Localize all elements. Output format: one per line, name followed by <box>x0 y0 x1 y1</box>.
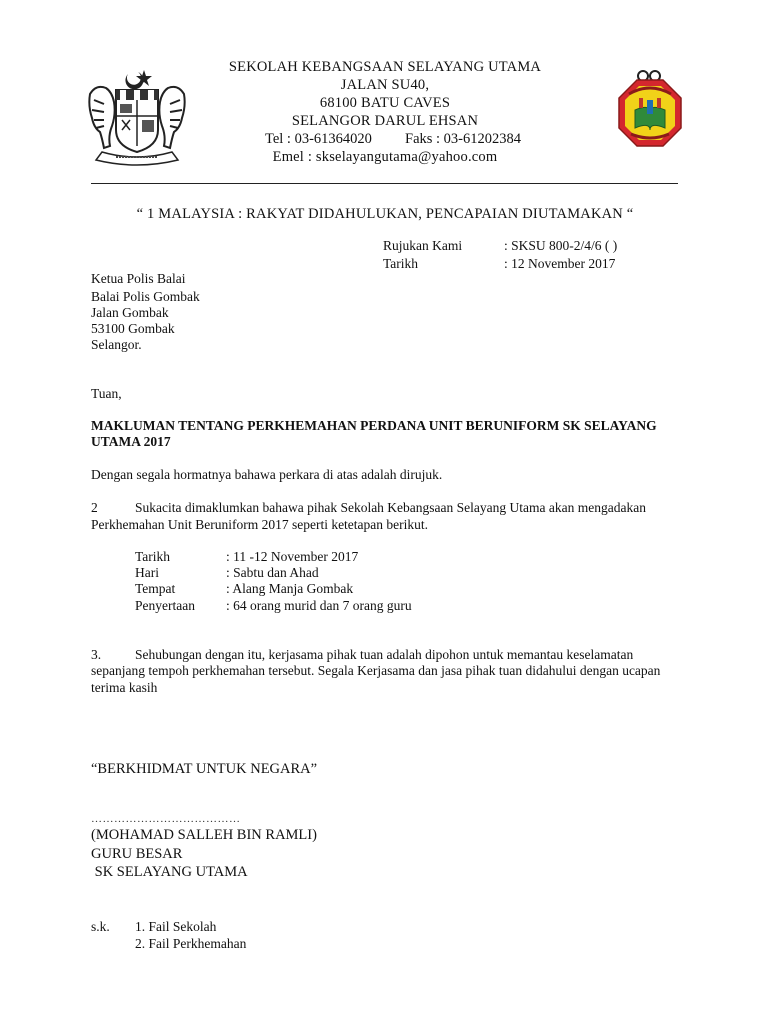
reference-value: : SKSU 800-2/4/6 ( ) <box>504 238 618 253</box>
subject-heading: UTAMA 2017 <box>91 434 171 449</box>
recipient-line: 53100 Gombak <box>91 321 175 336</box>
recipient-line: Balai Polis Gombak <box>91 289 200 304</box>
recipient-line: Selangor. <box>91 337 142 352</box>
date-label: Tarikh <box>383 256 419 271</box>
school-street: JALAN SU40, <box>340 77 430 93</box>
school-postcode-city: 68100 BATU CAVES <box>319 95 451 111</box>
detail-label: Penyertaan <box>135 598 195 613</box>
cc-label: s.k. <box>91 919 110 934</box>
school-fax: Faks : 03-61202384 <box>405 131 521 147</box>
salutation: Tuan, <box>91 386 122 401</box>
detail-value: : Sabtu dan Ahad <box>226 565 319 580</box>
paragraph-number: 3. <box>91 647 102 662</box>
detail-value: : Alang Manja Gombak <box>226 581 354 596</box>
date-value: : 12 November 2017 <box>504 256 616 271</box>
recipient-line: Jalan Gombak <box>91 305 169 320</box>
detail-value: : 11 -12 November 2017 <box>226 549 359 564</box>
reference-label: Rujukan Kami <box>383 238 463 253</box>
school-telephone: Tel : 03-61364020 <box>265 131 372 147</box>
paragraph-text: Sukacita dimaklumkan bahawa pihak Sekolah Kebangsaan Selayang Utama akan mengadakan <box>135 500 646 515</box>
subject-heading: MAKLUMAN TENTANG PERKHEMAHAN PERDANA UNIT BERUNIFORM SK SELAYANG <box>91 418 657 433</box>
slogan: “ 1 MALAYSIA : RAKYAT DIDAHULUKAN, PENCAPAIAN DIUTAMAKAN “ <box>136 206 634 222</box>
cc-item: 2. Fail Perkhemahan <box>135 936 247 951</box>
recipient-line: Ketua Polis Balai <box>91 271 186 286</box>
intro-paragraph: Dengan segala hormatnya bahawa perkara di atas adalah dirujuk. <box>91 467 443 482</box>
signatory-name: (MOHAMAD SALLEH BIN RAMLI) <box>91 827 317 843</box>
letterhead-divider <box>91 183 678 184</box>
signatory-school: SK SELAYANG UTAMA <box>91 864 248 880</box>
motto: “BERKHIDMAT UNTUK NEGARA” <box>91 761 318 777</box>
school-email: Emel : skselayangutama@yahoo.com <box>272 149 498 165</box>
paragraph-text: Sehubungan dengan itu, kerjasama pihak tuan adalah dipohon untuk memantau keselamatan <box>135 647 634 662</box>
school-state: SELANGOR DARUL EHSAN <box>291 113 479 129</box>
paragraph-number: 2 <box>91 500 98 515</box>
signature-line: ………………………………… <box>91 813 241 825</box>
detail-label: Tempat <box>135 581 176 596</box>
school-badge-icon <box>617 66 683 160</box>
detail-value: : 64 orang murid dan 7 orang guru <box>226 598 412 613</box>
paragraph-text: sepanjang tempoh perkhemahan tersebut. Segala Kerjasama dan jasa pihak tuan didahului dengan ucapan <box>91 663 661 678</box>
detail-label: Hari <box>135 565 159 580</box>
paragraph-text: terima kasih <box>91 680 158 695</box>
school-name: SEKOLAH KEBANGSAAN SELAYANG UTAMA <box>228 59 542 75</box>
detail-label: Tarikh <box>135 549 171 564</box>
cc-item: 1. Fail Sekolah <box>135 919 217 934</box>
paragraph-text: Perkhemahan Unit Beruniform 2017 seperti ketetapan berikut. <box>91 517 429 532</box>
signatory-position: GURU BESAR <box>91 846 183 862</box>
